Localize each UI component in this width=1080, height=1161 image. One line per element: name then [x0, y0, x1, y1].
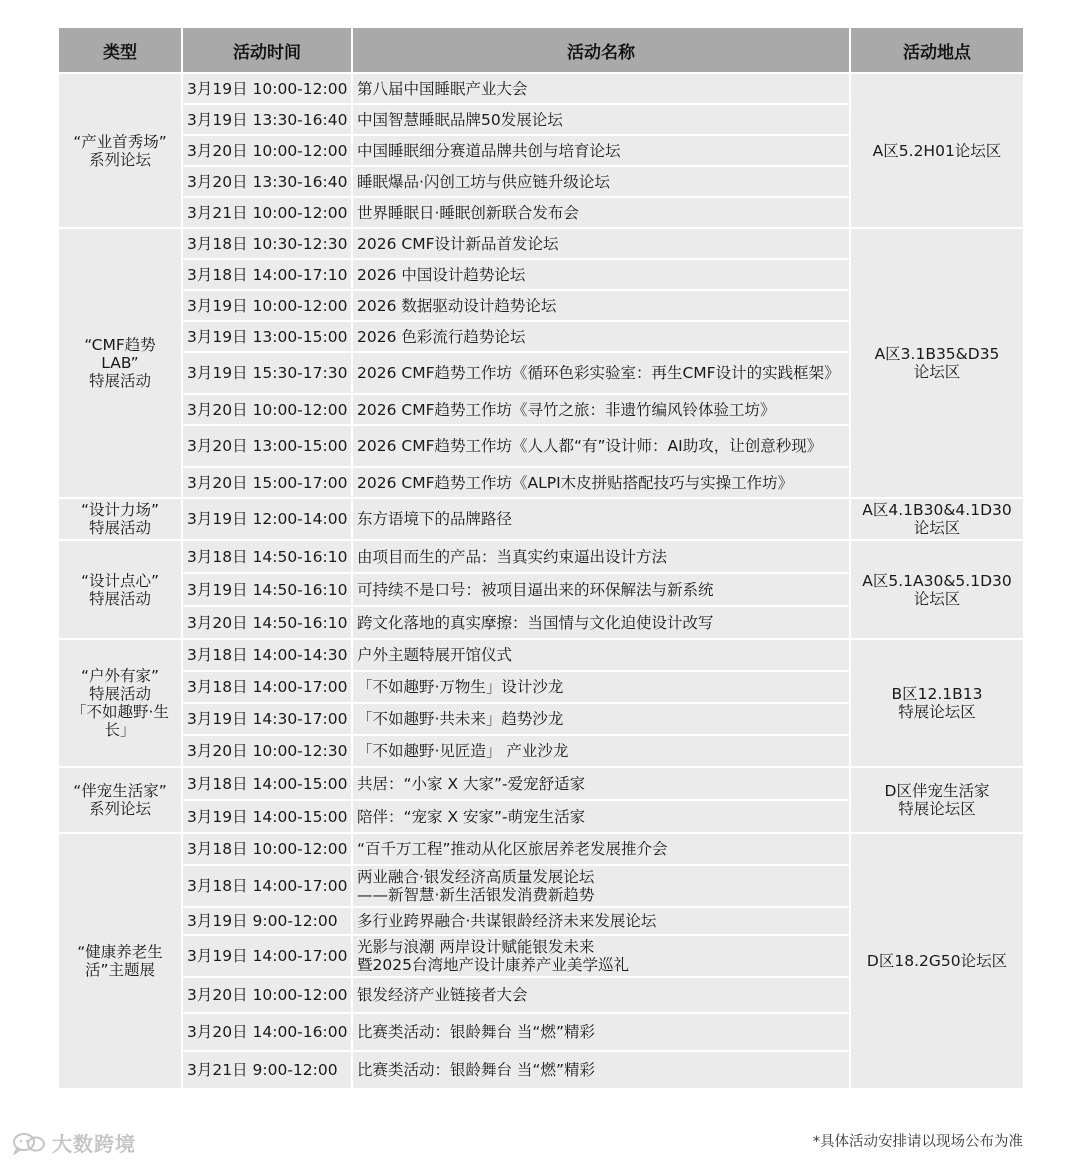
table-row — [58, 498, 1024, 540]
activity-name: 2026 CMF设计新品首发论坛 — [352, 228, 850, 259]
activity-name: 东方语境下的品牌路径 — [352, 498, 850, 540]
activity-time: 3月18日 14:00-15:00 — [182, 767, 352, 800]
activity-name: 「不如趣野·万物生」设计沙龙 — [352, 671, 850, 703]
activity-name: 由项目而生的产品：当真实约束逼出设计方法 — [352, 540, 850, 573]
activity-name: 共居：“小家 X 大家”-爱宠舒适家 — [352, 767, 850, 800]
activity-name: 「不如趣野·共未来」趋势沙龙 — [352, 703, 850, 735]
activity-time: 3月20日 10:00-12:00 — [182, 977, 352, 1013]
activity-name: 睡眠爆品·闪创工坊与供应链升级论坛 — [352, 166, 850, 197]
activity-time: 3月18日 10:00-12:00 — [182, 833, 352, 865]
watermark-text: 大数跨境 — [52, 1132, 136, 1156]
activity-venue: B区12.1B13 特展论坛区 — [850, 639, 1024, 767]
activity-time: 3月18日 14:50-16:10 — [182, 540, 352, 573]
activity-type: “健康养老生 活”主题展 — [58, 833, 182, 1089]
header-venue: 活动地点 — [850, 27, 1024, 73]
activity-time: 3月18日 14:00-14:30 — [182, 639, 352, 671]
activity-name: 2026 CMF趋势工作坊《人人都“有”设计师：AI助攻，让创意秒现》 — [352, 425, 850, 467]
activity-type: “产业首秀场” 系列论坛 — [58, 73, 182, 228]
activity-name: 银发经济产业链接者大会 — [352, 977, 850, 1013]
header-type: 类型 — [58, 27, 182, 73]
activity-time: 3月18日 10:30-12:30 — [182, 228, 352, 259]
activity-time: 3月19日 14:00-17:00 — [182, 935, 352, 977]
activity-venue: D区18.2G50论坛区 — [850, 833, 1024, 1089]
activity-time: 3月19日 13:30-16:40 — [182, 104, 352, 135]
table-row — [58, 833, 1024, 865]
activity-time: 3月20日 10:00-12:00 — [182, 135, 352, 166]
table-row — [58, 639, 1024, 671]
activity-name: 跨文化落地的真实摩擦：当国情与文化迫使设计改写 — [352, 606, 850, 639]
activity-time: 3月19日 14:00-15:00 — [182, 800, 352, 833]
activity-time: 3月21日 9:00-12:00 — [182, 1051, 352, 1089]
activity-time: 3月18日 14:00-17:00 — [182, 671, 352, 703]
activity-name: 两业融合·银发经济高质量发展论坛 ——新智慧·新生活银发消费新趋势 — [352, 865, 850, 907]
activity-time: 3月19日 10:00-12:00 — [182, 73, 352, 104]
activity-type: “设计点心” 特展活动 — [58, 540, 182, 639]
activity-venue: A区5.2H01论坛区 — [850, 73, 1024, 228]
footnote: *具体活动安排请以现场公布为准 — [812, 1134, 1023, 1150]
activity-time: 3月20日 10:00-12:30 — [182, 735, 352, 767]
activity-time: 3月20日 10:00-12:00 — [182, 394, 352, 425]
activity-name: 2026 数据驱动设计趋势论坛 — [352, 290, 850, 321]
activity-venue: D区伴宠生活家 特展论坛区 — [850, 767, 1024, 833]
activity-type: “CMF趋势 LAB” 特展活动 — [58, 228, 182, 498]
activity-time: 3月19日 15:30-17:30 — [182, 352, 352, 394]
activity-name: 2026 中国设计趋势论坛 — [352, 259, 850, 290]
watermark — [12, 1128, 136, 1157]
activity-name: 中国智慧睡眠品牌50发展论坛 — [352, 104, 850, 135]
header-time: 活动时间 — [182, 27, 352, 73]
activity-time: 3月19日 10:00-12:00 — [182, 290, 352, 321]
activity-name: 2026 色彩流行趋势论坛 — [352, 321, 850, 352]
activity-name: 比赛类活动：银龄舞台 当“燃”精彩 — [352, 1051, 850, 1089]
activity-name: 「不如趣野·见匠造」 产业沙龙 — [352, 735, 850, 767]
table-row — [58, 73, 1024, 104]
wechat-bubble-icon — [12, 1131, 46, 1155]
activity-name: 2026 CMF趋势工作坊《ALPI木皮拼贴搭配技巧与实操工作坊》 — [352, 467, 850, 498]
activity-venue: A区3.1B35&D35 论坛区 — [850, 228, 1024, 498]
activity-name: 2026 CMF趋势工作坊《寻竹之旅：非遗竹编风铃体验工坊》 — [352, 394, 850, 425]
activity-time: 3月18日 14:00-17:10 — [182, 259, 352, 290]
activity-venue: A区4.1B30&4.1D30 论坛区 — [850, 498, 1024, 540]
activity-time: 3月20日 15:00-17:00 — [182, 467, 352, 498]
activity-venue: A区5.1A30&5.1D30 论坛区 — [850, 540, 1024, 639]
activity-name: 可持续不是口号：被项目逼出来的环保解法与新系统 — [352, 573, 850, 606]
schedule-table — [57, 26, 1025, 1090]
activity-time: 3月20日 13:00-15:00 — [182, 425, 352, 467]
header-row — [58, 27, 1024, 73]
activity-name: 比赛类活动：银龄舞台 当“燃”精彩 — [352, 1013, 850, 1051]
activity-name: 光影与浪潮 两岸设计赋能银发未来 暨2025台湾地产设计康养产业美学巡礼 — [352, 935, 850, 977]
activity-time: 3月19日 14:30-17:00 — [182, 703, 352, 735]
table-row — [58, 228, 1024, 259]
activity-time: 3月20日 14:00-16:00 — [182, 1013, 352, 1051]
activity-name: 第八届中国睡眠产业大会 — [352, 73, 850, 104]
activity-time: 3月20日 13:30-16:40 — [182, 166, 352, 197]
activity-time: 3月20日 14:50-16:10 — [182, 606, 352, 639]
activity-name: “百千万工程”推动从化区旅居养老发展推介会 — [352, 833, 850, 865]
table-row — [58, 767, 1024, 800]
activity-time: 3月19日 9:00-12:00 — [182, 907, 352, 935]
activity-name: 2026 CMF趋势工作坊《循环色彩实验室：再生CMF设计的实践框架》 — [352, 352, 850, 394]
activity-time: 3月21日 10:00-12:00 — [182, 197, 352, 228]
activity-time: 3月18日 14:00-17:00 — [182, 865, 352, 907]
activity-name: 多行业跨界融合·共谋银龄经济未来发展论坛 — [352, 907, 850, 935]
activity-type: “设计力场” 特展活动 — [58, 498, 182, 540]
activity-name: 户外主题特展开馆仪式 — [352, 639, 850, 671]
activity-name: 世界睡眠日·睡眠创新联合发布会 — [352, 197, 850, 228]
table-row — [58, 540, 1024, 573]
header-name: 活动名称 — [352, 27, 850, 73]
activity-time: 3月19日 14:50-16:10 — [182, 573, 352, 606]
activity-time: 3月19日 12:00-14:00 — [182, 498, 352, 540]
schedule-body — [58, 73, 1024, 1089]
activity-type: “户外有家” 特展活动 「不如趣野·生 长」 — [58, 639, 182, 767]
activity-time: 3月19日 13:00-15:00 — [182, 321, 352, 352]
activity-name: 陪伴：“宠家 X 安家”-萌宠生活家 — [352, 800, 850, 833]
activity-name: 中国睡眠细分赛道品牌共创与培育论坛 — [352, 135, 850, 166]
activity-type: “伴宠生活家” 系列论坛 — [58, 767, 182, 833]
